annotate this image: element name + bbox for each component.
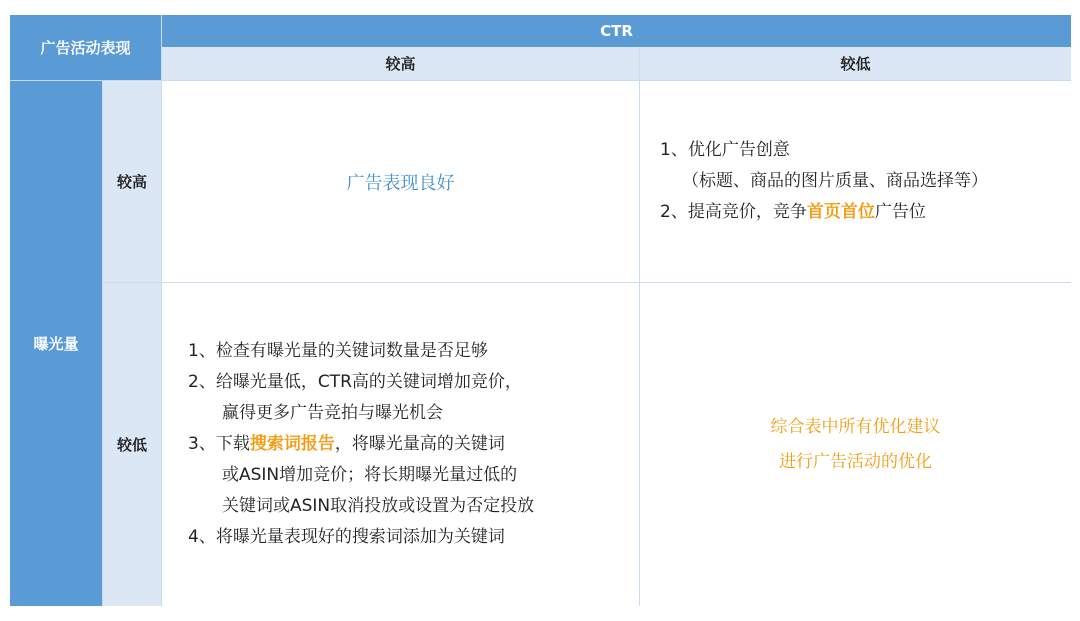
highlight-text: 搜索词报告 (249, 434, 335, 454)
performance-matrix-table (10, 15, 1071, 606)
list-item-text: （标题、商品的图片质量、商品选择等） (682, 171, 988, 191)
exposure-header-label: 曝光量 (33, 335, 79, 353)
ctr-high-label: 较高 (385, 55, 416, 73)
list-item-continuation (188, 491, 534, 522)
exposure-header (10, 80, 102, 606)
corner-header-label: 广告活动表现 (40, 39, 131, 57)
list-item-text: 或ASIN增加竞价；将长期曝光量过低的 (222, 465, 518, 485)
list-item-text: 2、给曝光量低，CTR高的关键词增加竞价， (188, 372, 522, 392)
list-item-continuation (188, 398, 443, 429)
good-performance-text: 广告表现良好 (346, 172, 455, 194)
list-item-detail (660, 166, 988, 197)
cell-low-exposure-low-ctr (639, 282, 1071, 606)
list-item-text: 4、将曝光量表现好的搜索词添加为关键词 (188, 527, 505, 547)
list-item-text: 广告位 (874, 202, 926, 222)
list-item-continuation (188, 460, 517, 491)
list-item-text: 1、检查有曝光量的关键词数量是否足够 (188, 341, 488, 361)
list-item (188, 367, 522, 398)
ctr-high-header (161, 47, 639, 80)
suggestion-line: 进行广告活动的优化 (779, 451, 932, 472)
list-item (188, 522, 505, 553)
exposure-high-label: 较高 (116, 173, 147, 191)
cell-high-exposure-high-ctr (161, 80, 639, 282)
corner-header (10, 15, 161, 80)
list-item-text: 1、优化广告创意 (660, 140, 790, 160)
list-item (660, 135, 790, 166)
list-item-text: ，将曝光量高的关键词 (334, 434, 505, 454)
cell-low-exposure-high-ctr (161, 282, 639, 606)
ctr-low-label: 较低 (840, 55, 871, 73)
list-item-text: 2、提高竞价，竞争 (660, 202, 807, 222)
ctr-low-header (639, 47, 1071, 80)
list-item-text: 3、下载 (188, 434, 250, 454)
highlight-text: 首页首位 (806, 202, 875, 222)
ctr-header-label: CTR (600, 22, 633, 40)
exposure-low-label: 较低 (116, 436, 147, 454)
list-item (188, 429, 505, 460)
suggestion-line: 综合表中所有优化建议 (770, 416, 941, 437)
cell-high-exposure-low-ctr (639, 80, 1071, 282)
exposure-low-header (102, 282, 161, 606)
list-item (660, 197, 926, 228)
list-item-text: 赢得更多广告竞拍与曝光机会 (222, 403, 443, 423)
ctr-header (161, 15, 1071, 47)
list-item (188, 336, 488, 367)
list-item-text: 关键词或ASIN取消投放或设置为否定投放 (222, 496, 535, 516)
exposure-high-header (102, 80, 161, 282)
